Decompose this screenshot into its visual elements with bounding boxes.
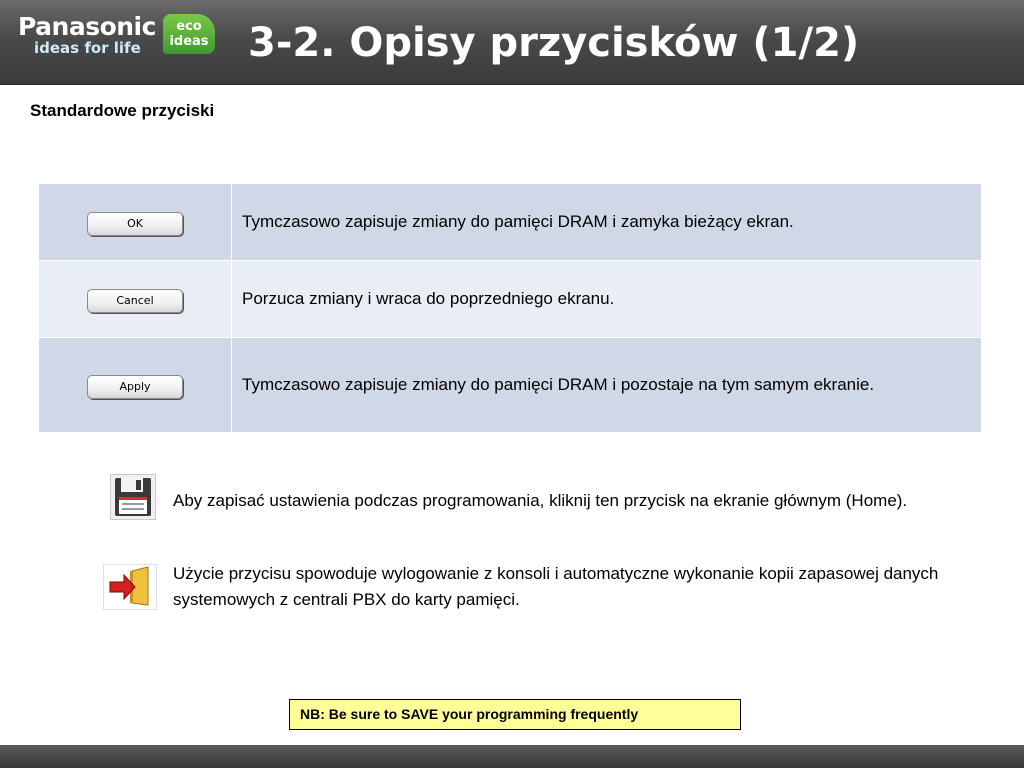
brand-name: Panasonic xyxy=(18,12,156,41)
logout-icon-button[interactable] xyxy=(103,564,157,610)
brand-tagline: ideas for life xyxy=(34,39,141,57)
buttons-table xyxy=(38,183,982,433)
section-title: Standardowe przyciski xyxy=(30,101,215,120)
eco-badge-line1: eco xyxy=(176,19,202,34)
eco-badge-line2: ideas xyxy=(169,34,209,49)
button-description: Tymczasowo zapisuje zmiany do pamięci DRAM i pozostaje na tym samym ekranie. xyxy=(232,338,982,433)
footer-bar xyxy=(0,745,1024,768)
table-row xyxy=(39,338,982,433)
apply-button[interactable]: Apply xyxy=(87,375,183,399)
table-row xyxy=(39,184,982,261)
button-description: Tymczasowo zapisuje zmiany do pamięci DRAM i zamyka bieżący ekran. xyxy=(232,184,982,261)
button-cell xyxy=(39,184,232,261)
header-bar xyxy=(0,0,1024,85)
button-cell xyxy=(39,338,232,433)
save-icon-button[interactable] xyxy=(110,474,156,520)
button-description: Porzuca zmiany i wraca do poprzedniego ekranu. xyxy=(232,261,982,338)
floppy-disk-icon xyxy=(111,475,155,519)
logout-arrow-icon xyxy=(104,565,156,609)
table-row xyxy=(39,261,982,338)
ok-button[interactable]: OK xyxy=(87,212,183,236)
panasonic-logo xyxy=(18,14,156,56)
logout-note: Użycie przycisu spowoduje wylogowanie z konsoli i automatyczne wykonanie kopii zapasowej danych systemowych z centrali PBX do karty pamięci. xyxy=(173,564,939,609)
save-note: Aby zapisać ustawienia podczas programowania, kliknij ten przycisk na ekranie głównym (Home). xyxy=(173,491,908,510)
nb-reminder: NB: Be sure to SAVE your programming frequently xyxy=(289,699,741,730)
cancel-button[interactable]: Cancel xyxy=(87,289,183,313)
button-cell xyxy=(39,261,232,338)
eco-ideas-badge xyxy=(163,14,215,54)
page-title: 3-2. Opisy przycisków (1/2) xyxy=(248,20,860,66)
